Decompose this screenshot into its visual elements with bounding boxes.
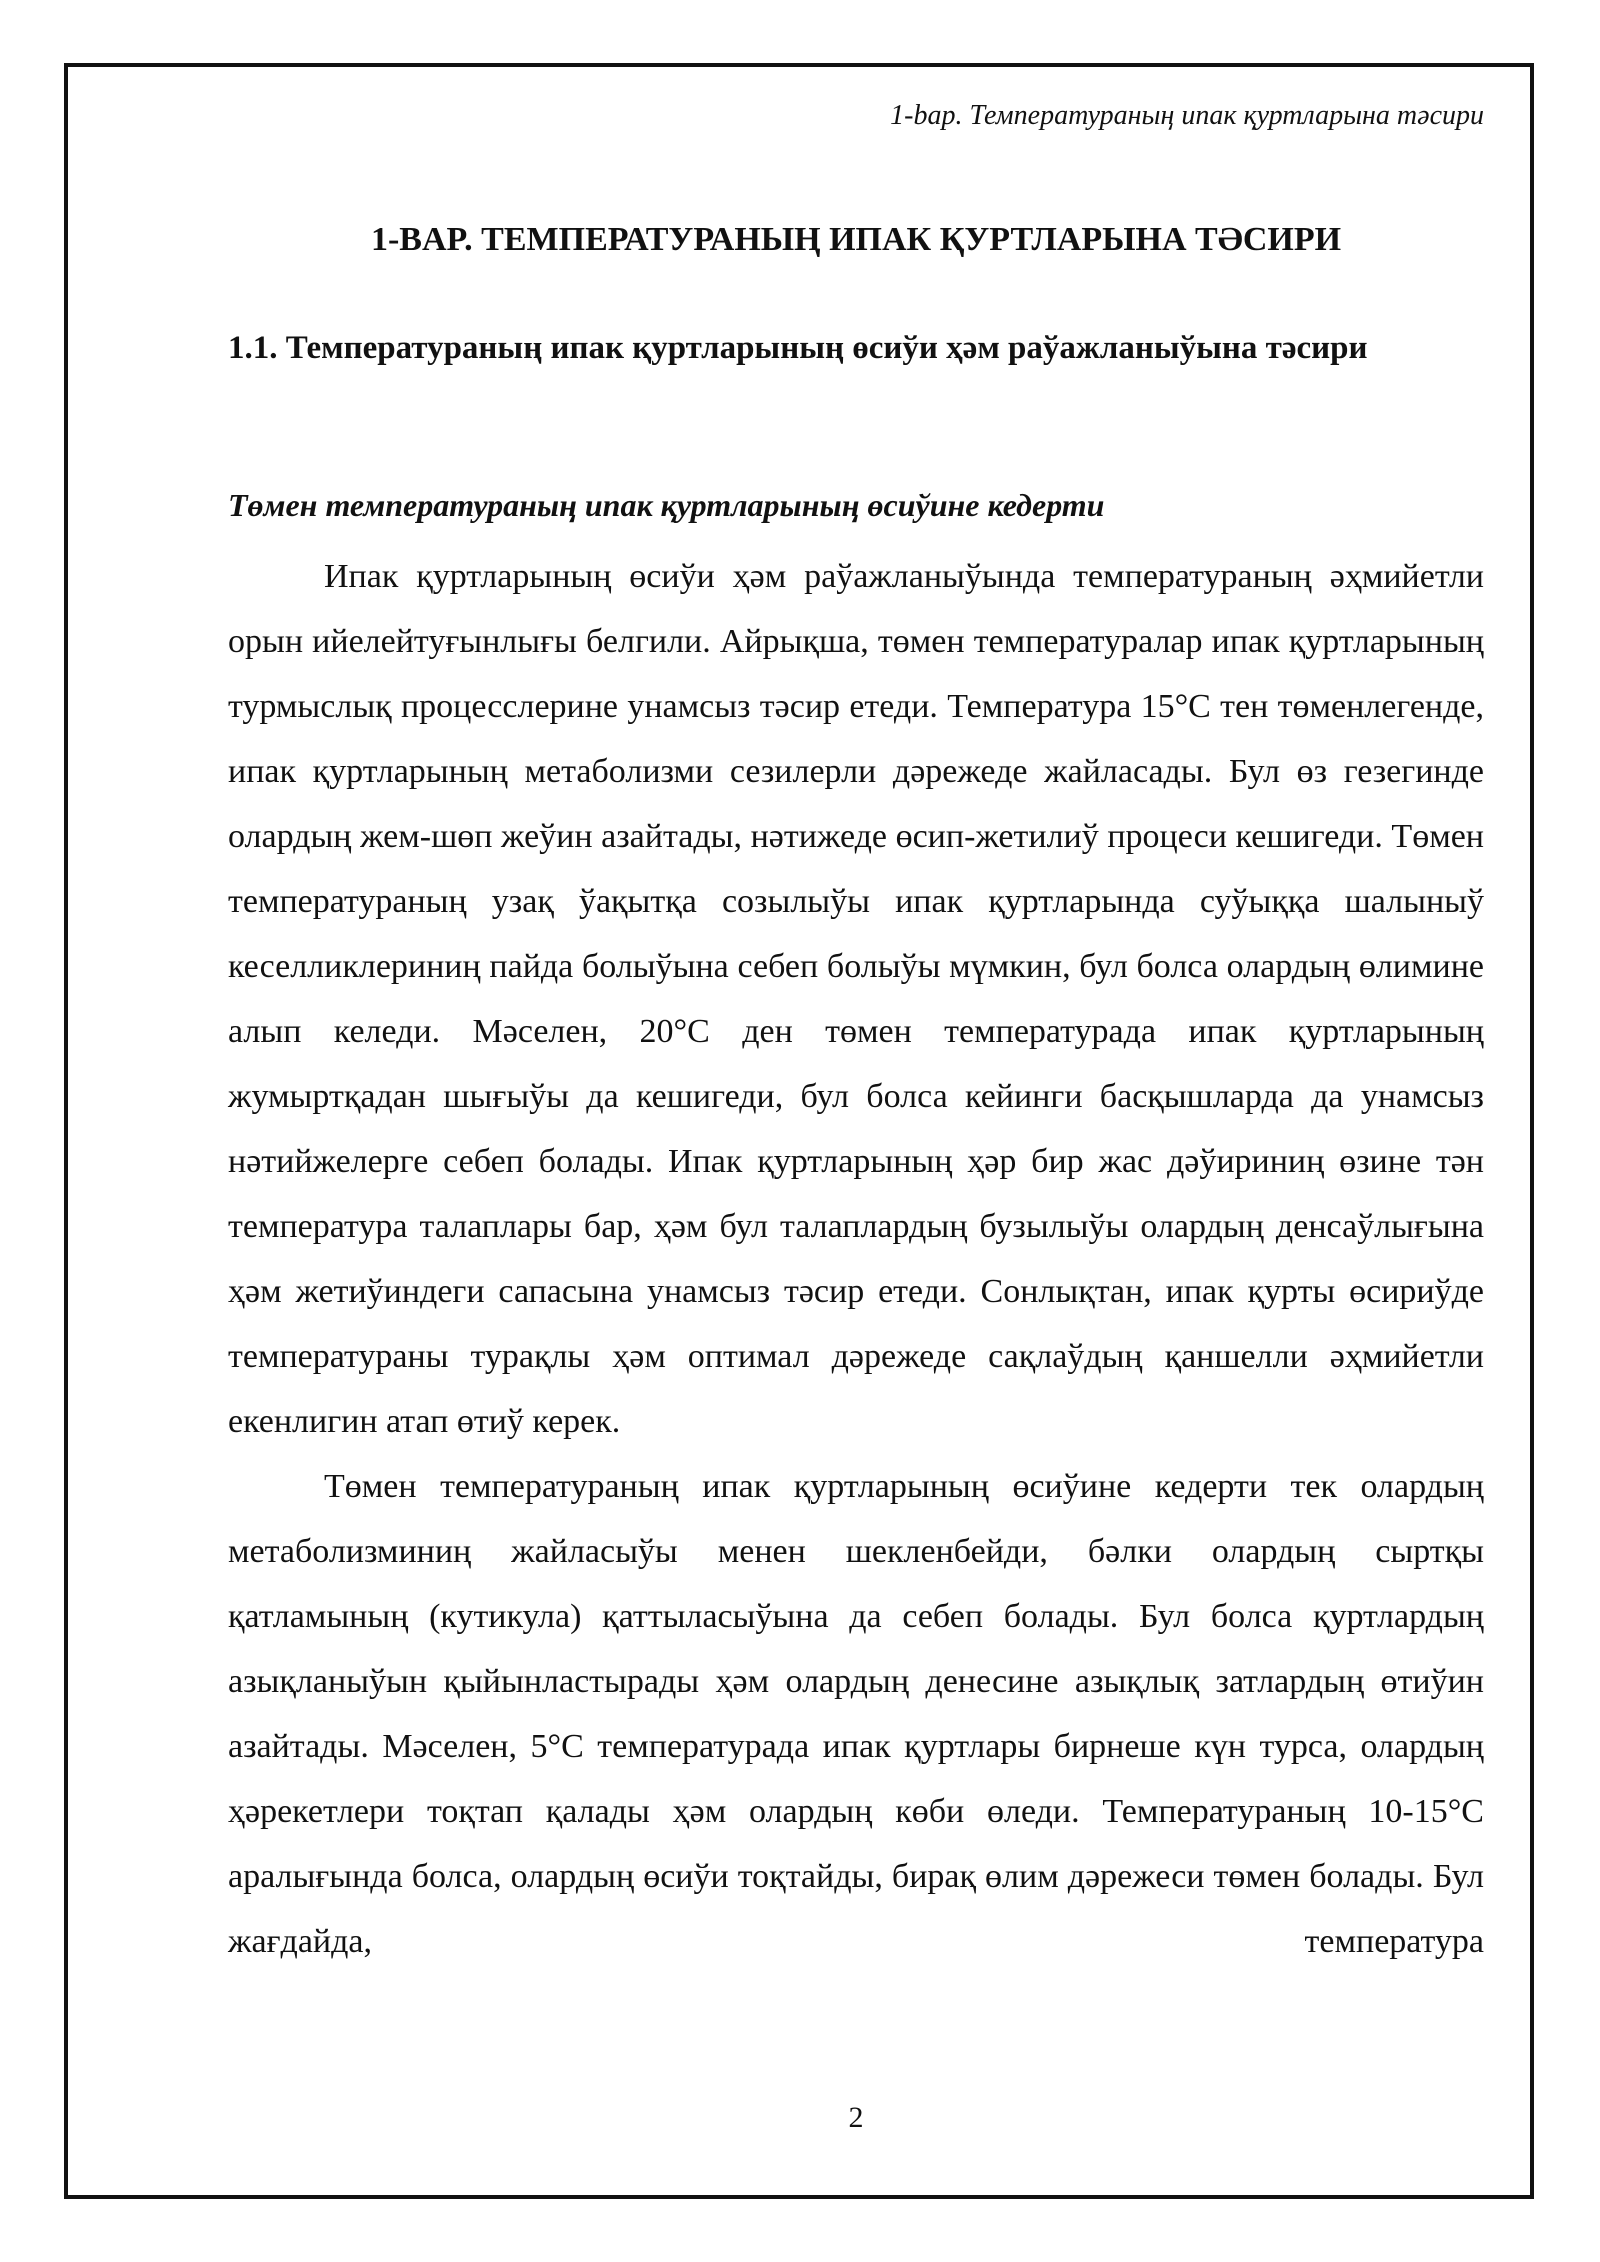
- paragraph-1: Ипак қуртларының өсиўи ҳәм раўажланыўында температураның әҳмийетли орын ийелейтуғынлығы белгили. Айрықша, төмен температуралар ипак қуртларының турмыслық процесслерине унамсыз тәсир етеди. Температура 15°C тен төменлегенде, ипак қуртларының метаболизми сезилерли дәрежеде жайласады. Бул өз гезегинде олардың жем-шөп жеўин азайтады, нәтижеде өсип-жетилиў процеси кешигеди. Төмен температураның узақ ўақытқа созылыўы ипак қуртларында суўыққа шалыныў кеселликлериниң пайда болыўына себеп болыўы мүмкин, бул болса олардың өлимине алып келеди. Мәселен, 20°C ден төмен температурада ипак қуртларының жумыртқадан шығыўы да кешигеди, бул болса кейинги басқышларда да унамсыз нәтийжелерге себеп болады. Ипак қуртларының ҳәр бир жас дәўириниң өзине тән температура талаплары бар, ҳәм бул талаплардың бузылыўы олардың денсаўлығына ҳәм жетиўиндеги сапасына унамсыз тәсир етеди. Сонлықтан, ипак қурты өсириўде температураны турақлы ҳәм оптимал дәрежеде сақлаўдың қаншелли әҳмийетли екенлигин атап өтиў керек.: [228, 558, 1484, 1440]
- body-text: [228, 544, 1484, 1974]
- page-number: 2: [848, 2101, 864, 2134]
- subsection-title: Төмен температураның ипак қуртларының өсиўине кедерти: [228, 487, 1105, 523]
- chapter-title: 1-BAP. ТЕМПЕРАТУРАНЫҢ ИПАК ҚУРТЛАРЫНА ТӘСИРИ: [370, 221, 1342, 258]
- paragraph-2: Төмен температураның ипак қуртларының өсиўине кедерти тек олардың метаболизминиң жайласыўы менен шекленбейди, бәлки олардың сыртқы қатламының (кутикула) қаттыласыўына да себеп болады. Бул болса қуртлардың азықланыўын қыйынластырады ҳәм олардың денесине азықлық затлардың өтиўин азайтады. Мәселен, 5°C температурада ипак қуртлары бирнеше күн турса, олардың ҳәрекетлери тоқтап қалады ҳәм олардың көби өледи. Температураның 10-15°C аралығында болса, олардың өсиўи тоқтайды, бирақ өлим дәрежеси төмен болады. Бул жағдайда, температура: [228, 1468, 1484, 1960]
- running-header: 1-bap. Температураның ипак қуртларына тәсири: [890, 100, 1484, 131]
- section-title: 1.1. Температураның ипак қуртларының өсиўи ҳәм раўажланыўына тәсири: [228, 330, 1368, 366]
